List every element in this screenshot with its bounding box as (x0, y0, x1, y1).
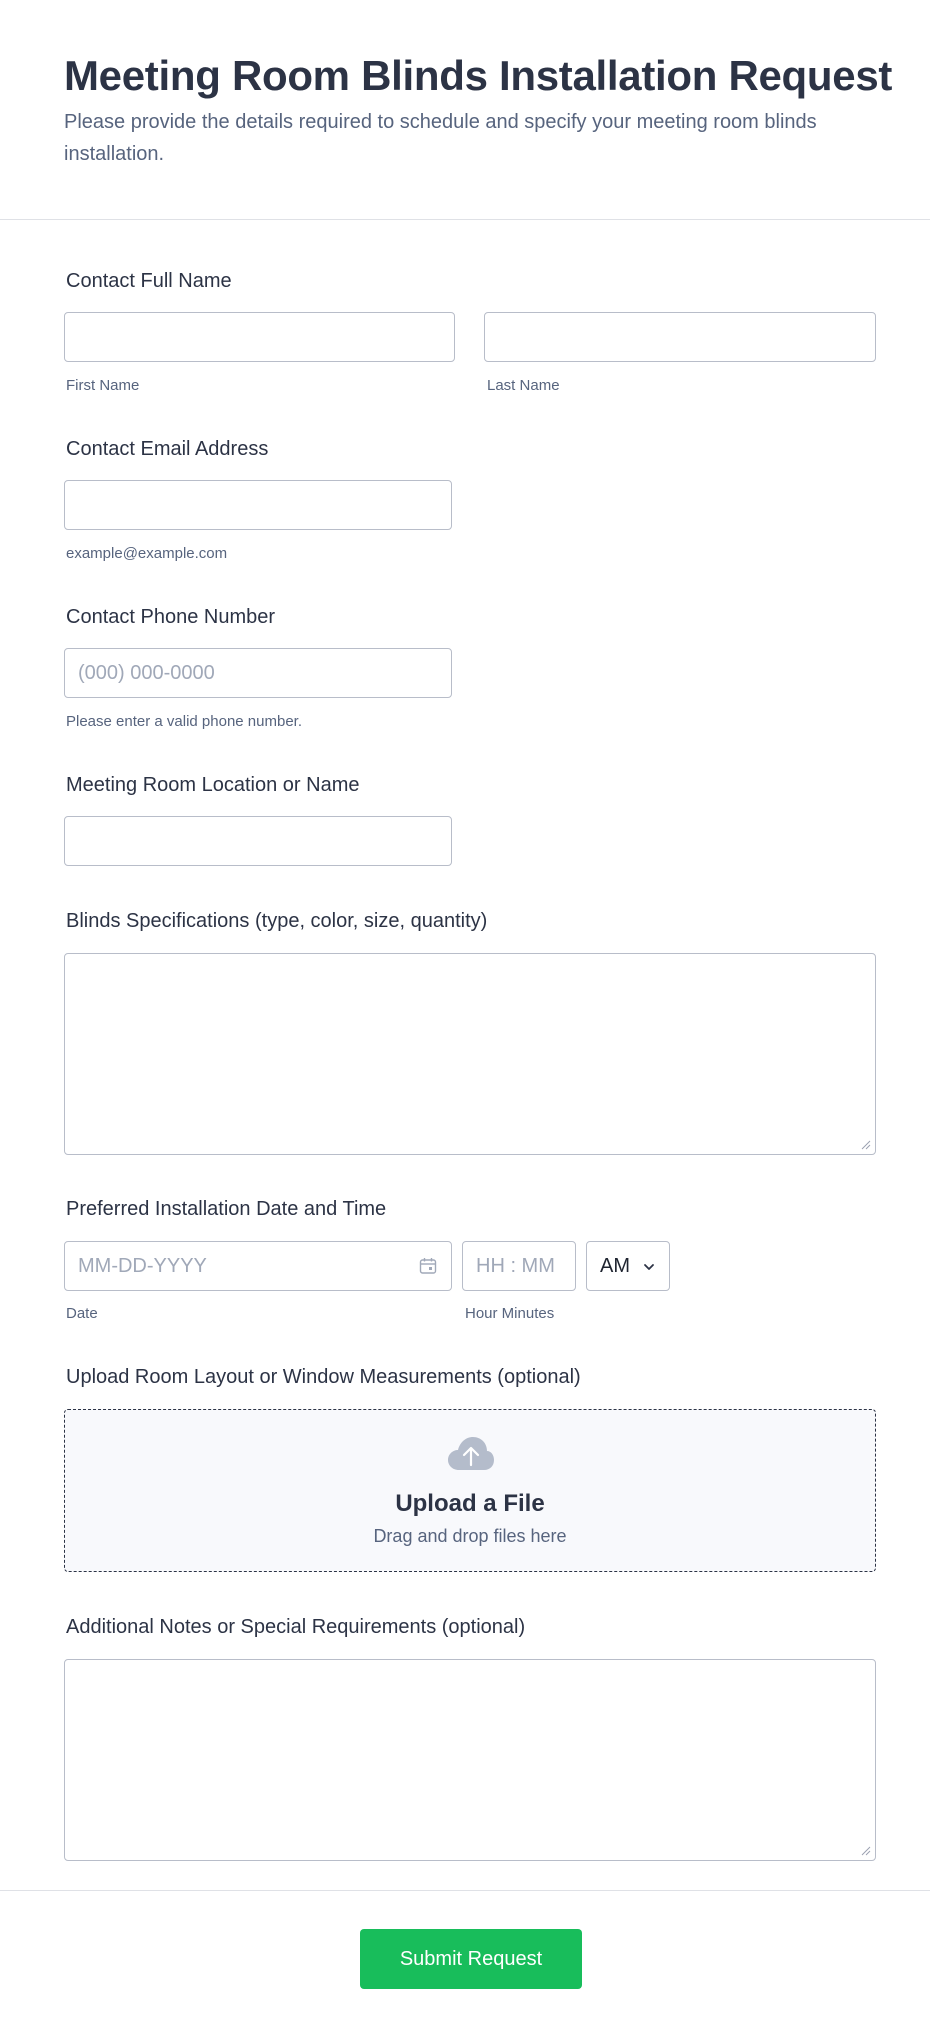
email-input[interactable] (64, 480, 452, 530)
ampm-value: AM (600, 1255, 630, 1277)
date-field (64, 1241, 452, 1291)
form-title: Meeting Room Blinds Installation Request (64, 52, 893, 99)
install-datetime-label: Preferred Installation Date and Time (66, 1198, 387, 1220)
form-header (0, 0, 930, 220)
first-name-sublabel: First Name (66, 377, 140, 394)
upload-hint: Drag and drop files here (373, 1526, 567, 1546)
date-sublabel: Date (66, 1305, 98, 1322)
notes-label: Additional Notes or Special Requirements (optional) (66, 1616, 526, 1638)
blinds-specs-label: Blinds Specifications (type, color, size, quantity) (66, 910, 488, 932)
blinds-specs-textarea[interactable] (64, 953, 876, 1155)
phone-label: Contact Phone Number (66, 606, 276, 628)
email-sublabel: example@example.com (66, 545, 228, 562)
phone-sublabel: Please enter a valid phone number. (66, 713, 302, 730)
resize-handle-icon[interactable] (859, 1138, 871, 1150)
upload-title: Upload a File (395, 1490, 545, 1517)
room-input[interactable] (64, 816, 452, 866)
form-footer (0, 1890, 930, 2038)
date-input[interactable] (64, 1241, 452, 1291)
cloud-upload-icon (447, 1436, 495, 1472)
chevron-down-icon (643, 1261, 655, 1273)
notes-textarea[interactable] (64, 1659, 876, 1861)
calendar-icon[interactable] (418, 1256, 438, 1276)
file-upload-dropzone[interactable] (64, 1409, 876, 1572)
full-name-label: Contact Full Name (66, 270, 232, 292)
form-subtitle: Please provide the details required to schedule and specify your meeting room blinds installation. (64, 111, 817, 165)
phone-input[interactable] (64, 648, 452, 698)
ampm-select[interactable] (586, 1241, 670, 1291)
time-input[interactable] (462, 1241, 576, 1291)
time-sublabel: Hour Minutes (465, 1305, 555, 1322)
last-name-sublabel: Last Name (487, 377, 560, 394)
submit-button[interactable]: Submit Request (360, 1929, 582, 1989)
room-label: Meeting Room Location or Name (66, 774, 360, 796)
first-name-input[interactable] (64, 312, 455, 362)
resize-handle-icon[interactable] (859, 1844, 871, 1856)
last-name-input[interactable] (484, 312, 876, 362)
upload-label: Upload Room Layout or Window Measurements (optional) (66, 1366, 581, 1388)
email-label: Contact Email Address (66, 438, 269, 460)
